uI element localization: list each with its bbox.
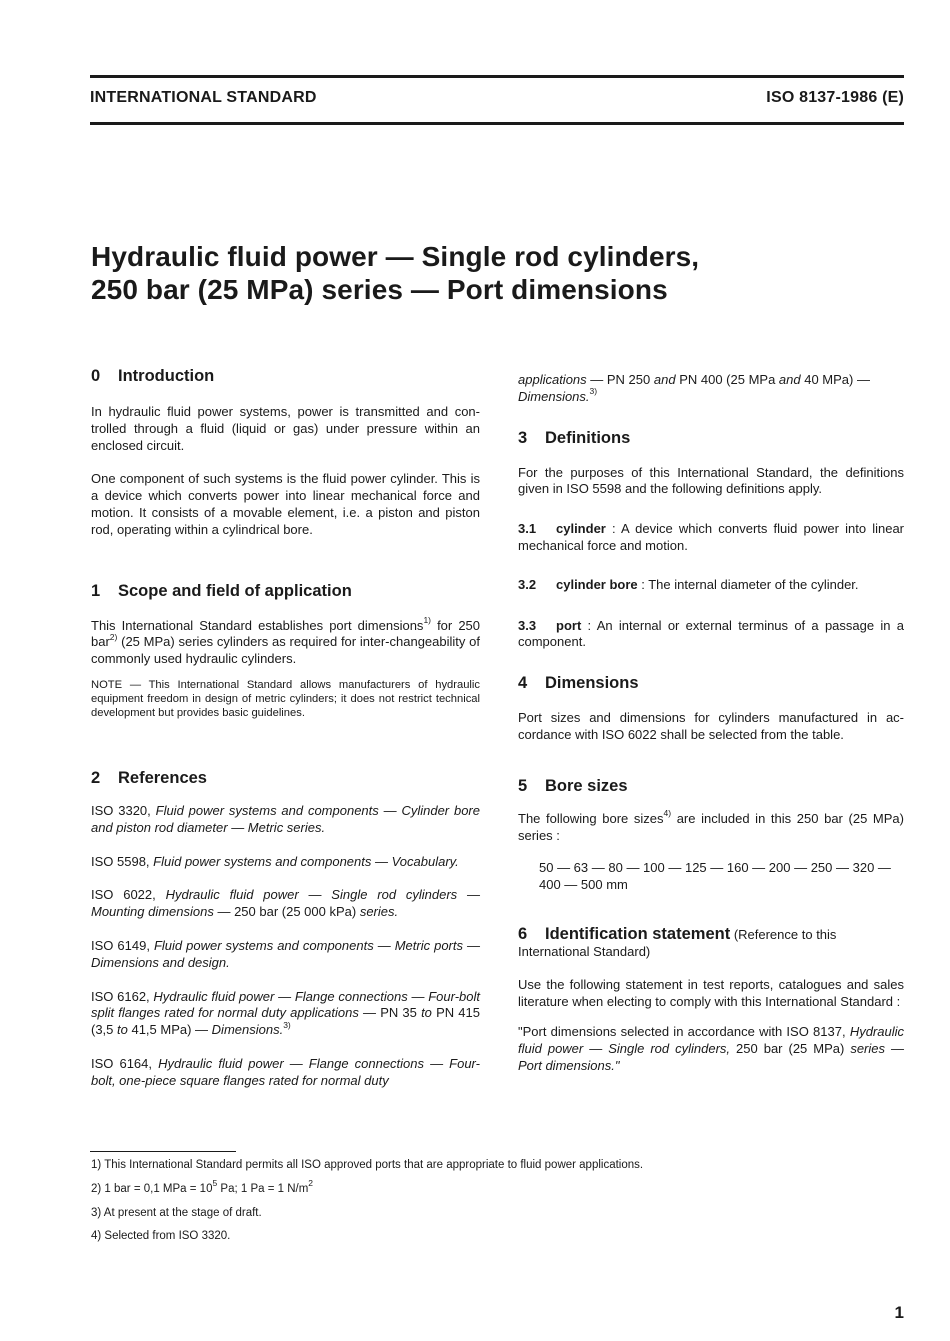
reference-iso-6162: ISO 6162, Hydraulic fluid power — Flange connections — Four-bolt split flanges rated for normal duty applications — PN 35 to PN 415 (3,5 to 41,5 MPa) — Dimensions.$^{3)}$ bbox=[91, 988, 480, 1038]
section-6-heading: 6 Identification statement (Reference to this International Standard) bbox=[518, 924, 837, 959]
right-column bbox=[518, 366, 904, 1075]
intro-paragraph-2: One component of such systems is the fluid power cylinder. This is a device which converts power into linear mechanical force and motion. It consists of a movable element, i.e. a piston and piston rod, operating within a cylindrical bore. bbox=[91, 471, 480, 537]
header-standard-label: INTERNATIONAL STANDARD bbox=[90, 89, 317, 106]
reference-iso-3320: ISO 3320, Fluid power systems and components — Cylinder bore and piston rod diameter — Metric series. bbox=[91, 802, 480, 835]
scope-paragraph: This International Standard establishes port dimensions$^{1)}$ for 250 bar$^{2)}$ (25 MPa) series cylinders as required for inter-changeability of commonly used hydraulic cylinders. bbox=[91, 615, 481, 667]
section-0-heading: 0 Introduction bbox=[91, 367, 215, 385]
bore-sizes-intro: The following bore sizes$^{4)}$ are included in this 250 bar (25 MPa) series : bbox=[518, 808, 904, 843]
dimensions-paragraph: Port sizes and dimensions for cylinders manufactured in ac-cordance with ISO 6022 shall be selected from the table. bbox=[518, 710, 904, 742]
footnote-separator bbox=[90, 1151, 236, 1152]
section-4-heading: 4 Dimensions bbox=[518, 674, 639, 693]
definition-port: 3.3 port : An internal or external terminus of a passage in a component. bbox=[518, 617, 904, 650]
definition-cylinder-bore: 3.2 cylinder bore : The internal diameter of the cylinder. bbox=[518, 576, 859, 592]
title-line-2: 250 bar (25 MPa) series — Port dimensions bbox=[91, 274, 668, 305]
definitions-intro: For the purposes of this International Standard, the definitions given in ISO 5598 and the following definitions apply. bbox=[518, 464, 904, 497]
footnote-4: 4) Selected from ISO 3320. bbox=[91, 1230, 231, 1242]
identification-paragraph: Use the following statement in test reports, catalogues and sales literature when electing to comply with this International Standard : bbox=[518, 976, 904, 1009]
section-3-heading: 3 Definitions bbox=[518, 428, 631, 447]
section-2-heading: 2 References bbox=[91, 768, 207, 787]
reference-iso-6164: ISO 6164, Hydraulic fluid power — Flange connections — Four-bolt, one-piece square flanges rated for normal duty bbox=[91, 1055, 480, 1088]
section-1-heading: 1 Scope and field of application bbox=[91, 581, 352, 600]
title-line-1: Hydraulic fluid power — Single rod cylinders, bbox=[91, 241, 700, 272]
reference-iso-6149: ISO 6149, Fluid power systems and components — Metric ports — Dimensions and design. bbox=[91, 937, 480, 970]
footnote-2: 2) 1 bar = 0,1 MPa = $10^5$ Pa; 1 Pa = 1 $N/m^2$ bbox=[91, 1178, 314, 1195]
reference-iso-6164-continued: applications — PN 250 and PN 400 (25 MPa and 40 MPa) — Dimensions.$^{3)}$ bbox=[518, 372, 870, 404]
section-5-heading: 5 Bore sizes bbox=[518, 776, 628, 795]
header-top-rule bbox=[90, 75, 904, 78]
page-number: 1 bbox=[894, 1303, 904, 1322]
header-bottom-rule bbox=[90, 122, 904, 125]
definition-cylinder: 3.1 cylinder : A device which converts fluid power into linear mechanical force and motion. bbox=[518, 521, 904, 553]
footnote-1: 1) This International Standard permits all ISO approved ports that are appropriate to fluid power applications. bbox=[91, 1159, 644, 1171]
reference-iso-5598: ISO 5598, Fluid power systems and components — Vocabulary. bbox=[91, 853, 459, 869]
header-standard-number: ISO 8137-1986 (E) bbox=[766, 89, 904, 106]
bore-sizes-list: 50 — 63 — 80 — 100 — 125 — 160 — 200 — 250 — 320 — 400 — 500 mm bbox=[539, 860, 891, 893]
document-title bbox=[91, 240, 699, 306]
intro-paragraph-1: In hydraulic fluid power systems, power is transmitted and con-trolled through a fluid (liquid or gas) under pressure within an enclosed circuit. bbox=[91, 404, 480, 453]
left-column bbox=[91, 366, 480, 1090]
identification-quote: "Port dimensions selected in accordance with ISO 8137, Hydraulic fluid power — Single rod cylinders, 250 bar (25 MPa) series — Port dimensions." bbox=[518, 1024, 904, 1073]
scope-note: NOTE — This International Standard allows manufacturers of hydraulic equipment freedom in design of metric cylinders; it does not restrict technical development but provides basic guidelines. bbox=[91, 678, 480, 719]
footnote-3: 3) At present at the stage of draft. bbox=[91, 1207, 262, 1219]
reference-iso-6022: ISO 6022, Hydraulic fluid power — Single rod cylinders — Mounting dimensions — 250 bar (25 000 kPa) series. bbox=[91, 887, 480, 920]
